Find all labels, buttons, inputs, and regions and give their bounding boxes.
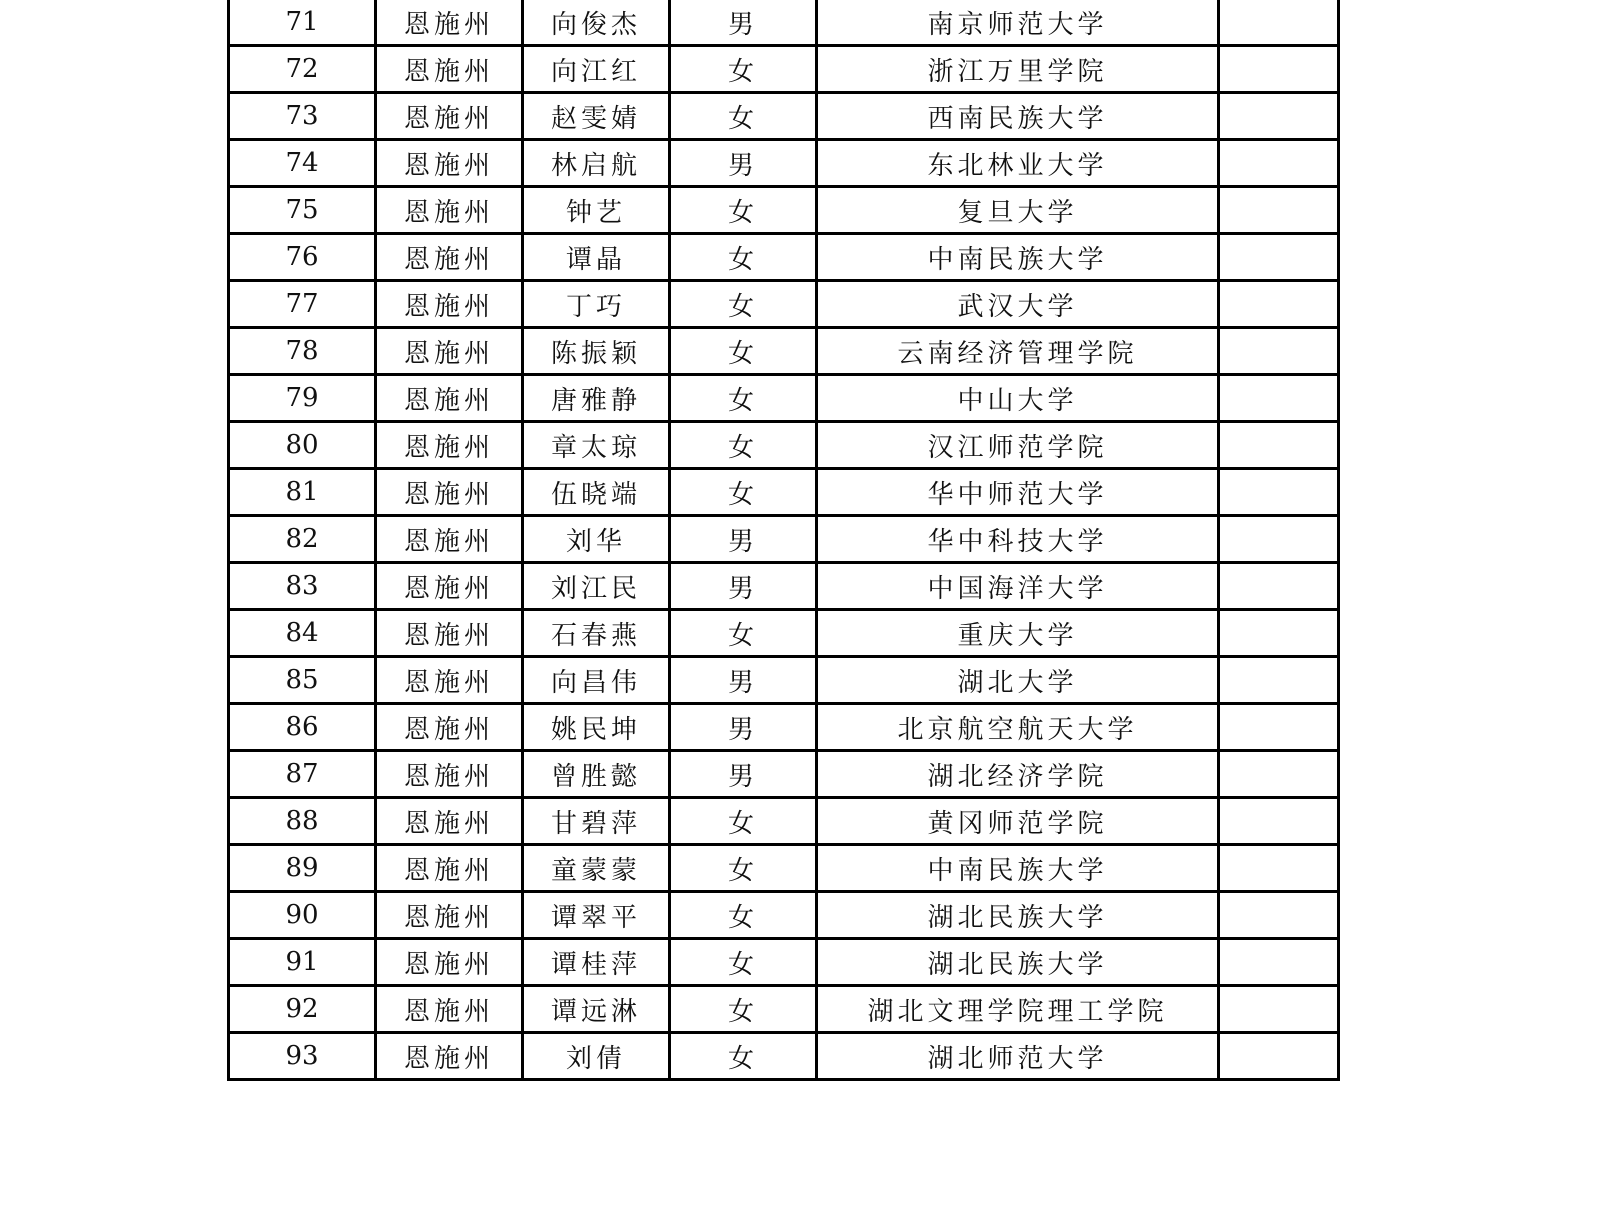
cell-region: 恩施州 — [376, 281, 523, 328]
cell-number: 73 — [229, 93, 376, 140]
cell-school: 黄冈师范学院 — [817, 798, 1219, 845]
roster-table-body — [229, 0, 1339, 1080]
cell-note — [1219, 563, 1339, 610]
table-row — [229, 610, 1339, 657]
table-row — [229, 986, 1339, 1033]
cell-name: 钟艺 — [523, 187, 670, 234]
table-row — [229, 375, 1339, 422]
cell-note — [1219, 892, 1339, 939]
cell-gender: 男 — [670, 140, 817, 187]
table-row — [229, 516, 1339, 563]
cell-number: 86 — [229, 704, 376, 751]
table-row — [229, 892, 1339, 939]
cell-name: 谭翠平 — [523, 892, 670, 939]
cell-name: 向俊杰 — [523, 0, 670, 46]
cell-number: 83 — [229, 563, 376, 610]
cell-school: 中南民族大学 — [817, 845, 1219, 892]
cell-gender: 女 — [670, 187, 817, 234]
cell-number: 93 — [229, 1033, 376, 1080]
cell-region: 恩施州 — [376, 1033, 523, 1080]
cell-region: 恩施州 — [376, 187, 523, 234]
cell-number: 75 — [229, 187, 376, 234]
cell-name: 刘华 — [523, 516, 670, 563]
table-row — [229, 751, 1339, 798]
cell-name: 伍晓端 — [523, 469, 670, 516]
cell-school: 中南民族大学 — [817, 234, 1219, 281]
cell-number: 80 — [229, 422, 376, 469]
cell-number: 90 — [229, 892, 376, 939]
cell-number: 88 — [229, 798, 376, 845]
cell-number: 77 — [229, 281, 376, 328]
cell-note — [1219, 469, 1339, 516]
cell-number: 84 — [229, 610, 376, 657]
cell-name: 向江红 — [523, 46, 670, 93]
cell-region: 恩施州 — [376, 563, 523, 610]
cell-name: 刘江民 — [523, 563, 670, 610]
cell-name: 谭远淋 — [523, 986, 670, 1033]
cell-note — [1219, 704, 1339, 751]
table-row — [229, 845, 1339, 892]
cell-school: 东北林业大学 — [817, 140, 1219, 187]
table-row — [229, 657, 1339, 704]
cell-gender: 男 — [670, 563, 817, 610]
cell-school: 中国海洋大学 — [817, 563, 1219, 610]
cell-gender: 女 — [670, 845, 817, 892]
cell-region: 恩施州 — [376, 939, 523, 986]
cell-school: 浙江万里学院 — [817, 46, 1219, 93]
table-row — [229, 328, 1339, 375]
cell-school: 湖北文理学院理工学院 — [817, 986, 1219, 1033]
cell-school: 中山大学 — [817, 375, 1219, 422]
cell-name: 陈振颖 — [523, 328, 670, 375]
cell-number: 76 — [229, 234, 376, 281]
cell-name: 谭桂萍 — [523, 939, 670, 986]
cell-school: 南京师范大学 — [817, 0, 1219, 46]
cell-note — [1219, 422, 1339, 469]
cell-number: 85 — [229, 657, 376, 704]
table-row — [229, 1033, 1339, 1080]
cell-school: 湖北经济学院 — [817, 751, 1219, 798]
roster-table — [227, 0, 1340, 1081]
cell-name: 向昌伟 — [523, 657, 670, 704]
cell-number: 78 — [229, 328, 376, 375]
cell-region: 恩施州 — [376, 422, 523, 469]
cell-number: 87 — [229, 751, 376, 798]
table-row — [229, 46, 1339, 93]
cell-region: 恩施州 — [376, 0, 523, 46]
cell-region: 恩施州 — [376, 46, 523, 93]
table-row — [229, 939, 1339, 986]
cell-name: 甘碧萍 — [523, 798, 670, 845]
cell-school: 湖北师范大学 — [817, 1033, 1219, 1080]
cell-gender: 女 — [670, 234, 817, 281]
cell-gender: 男 — [670, 657, 817, 704]
cell-school: 湖北民族大学 — [817, 892, 1219, 939]
cell-note — [1219, 281, 1339, 328]
cell-note — [1219, 234, 1339, 281]
cell-gender: 女 — [670, 798, 817, 845]
cell-region: 恩施州 — [376, 234, 523, 281]
table-row — [229, 187, 1339, 234]
cell-school: 华中师范大学 — [817, 469, 1219, 516]
cell-region: 恩施州 — [376, 516, 523, 563]
cell-note — [1219, 751, 1339, 798]
cell-school: 西南民族大学 — [817, 93, 1219, 140]
cell-gender: 男 — [670, 516, 817, 563]
cell-note — [1219, 1033, 1339, 1080]
cell-note — [1219, 328, 1339, 375]
table-row — [229, 563, 1339, 610]
cell-number: 74 — [229, 140, 376, 187]
cell-school: 云南经济管理学院 — [817, 328, 1219, 375]
table-row — [229, 281, 1339, 328]
cell-school: 湖北民族大学 — [817, 939, 1219, 986]
cell-gender: 男 — [670, 0, 817, 46]
cell-gender: 女 — [670, 93, 817, 140]
table-row — [229, 469, 1339, 516]
cell-region: 恩施州 — [376, 704, 523, 751]
cell-gender: 女 — [670, 422, 817, 469]
cell-school: 复旦大学 — [817, 187, 1219, 234]
cell-note — [1219, 93, 1339, 140]
cell-region: 恩施州 — [376, 751, 523, 798]
cell-note — [1219, 986, 1339, 1033]
cell-school: 武汉大学 — [817, 281, 1219, 328]
table-row — [229, 704, 1339, 751]
cell-gender: 男 — [670, 704, 817, 751]
cell-gender: 女 — [670, 986, 817, 1033]
table-row — [229, 140, 1339, 187]
table-row — [229, 93, 1339, 140]
table-row — [229, 422, 1339, 469]
table-row — [229, 798, 1339, 845]
cell-number: 79 — [229, 375, 376, 422]
cell-number: 72 — [229, 46, 376, 93]
cell-note — [1219, 187, 1339, 234]
cell-name: 谭晶 — [523, 234, 670, 281]
cell-school: 汉江师范学院 — [817, 422, 1219, 469]
cell-number: 91 — [229, 939, 376, 986]
cell-region: 恩施州 — [376, 845, 523, 892]
cell-number: 81 — [229, 469, 376, 516]
cell-note — [1219, 375, 1339, 422]
cell-note — [1219, 657, 1339, 704]
cell-name: 章太琼 — [523, 422, 670, 469]
table-row — [229, 234, 1339, 281]
cell-name: 曾胜懿 — [523, 751, 670, 798]
cell-school: 湖北大学 — [817, 657, 1219, 704]
cell-number: 89 — [229, 845, 376, 892]
cell-note — [1219, 516, 1339, 563]
cell-gender: 女 — [670, 939, 817, 986]
cell-region: 恩施州 — [376, 328, 523, 375]
cell-gender: 女 — [670, 469, 817, 516]
cell-region: 恩施州 — [376, 986, 523, 1033]
cell-note — [1219, 610, 1339, 657]
cell-note — [1219, 939, 1339, 986]
cell-gender: 男 — [670, 751, 817, 798]
cell-region: 恩施州 — [376, 657, 523, 704]
cell-region: 恩施州 — [376, 93, 523, 140]
cell-number: 71 — [229, 0, 376, 46]
cell-name: 丁巧 — [523, 281, 670, 328]
cell-name: 石春燕 — [523, 610, 670, 657]
cell-note — [1219, 46, 1339, 93]
cell-note — [1219, 140, 1339, 187]
cell-name: 唐雅静 — [523, 375, 670, 422]
cell-gender: 女 — [670, 610, 817, 657]
cell-note — [1219, 845, 1339, 892]
cell-school: 北京航空航天大学 — [817, 704, 1219, 751]
cell-gender: 女 — [670, 375, 817, 422]
cell-name: 童蒙蒙 — [523, 845, 670, 892]
cell-note — [1219, 0, 1339, 46]
cell-gender: 女 — [670, 1033, 817, 1080]
cell-school: 华中科技大学 — [817, 516, 1219, 563]
cell-number: 82 — [229, 516, 376, 563]
cell-gender: 女 — [670, 281, 817, 328]
cell-region: 恩施州 — [376, 140, 523, 187]
cell-name: 姚民坤 — [523, 704, 670, 751]
cell-region: 恩施州 — [376, 375, 523, 422]
cell-number: 92 — [229, 986, 376, 1033]
cell-gender: 女 — [670, 328, 817, 375]
cell-school: 重庆大学 — [817, 610, 1219, 657]
cell-note — [1219, 798, 1339, 845]
cell-region: 恩施州 — [376, 892, 523, 939]
cell-region: 恩施州 — [376, 798, 523, 845]
cell-region: 恩施州 — [376, 610, 523, 657]
cell-region: 恩施州 — [376, 469, 523, 516]
cell-name: 刘倩 — [523, 1033, 670, 1080]
cell-name: 林启航 — [523, 140, 670, 187]
table-row — [229, 0, 1339, 46]
cell-gender: 女 — [670, 892, 817, 939]
cell-gender: 女 — [670, 46, 817, 93]
cell-name: 赵雯婧 — [523, 93, 670, 140]
